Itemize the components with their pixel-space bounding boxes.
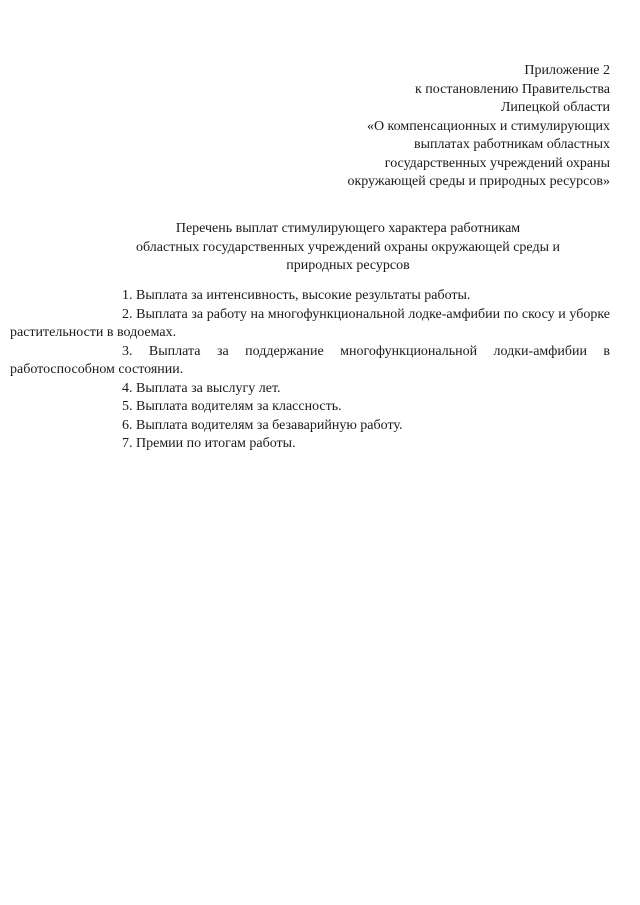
list-item: 4. Выплата за выслугу лет. bbox=[122, 380, 281, 396]
title-line: областных государственных учреждений охраны окружающей среды и bbox=[136, 239, 560, 255]
document-title bbox=[96, 220, 600, 276]
appendix-number: Приложение 2 bbox=[524, 63, 610, 78]
list-item: 2. Выплата за работу на многофункциональной лодке-амфибии по скосу и уборке растительности в водоемах. bbox=[10, 306, 610, 340]
title-line: природных ресурсов bbox=[286, 258, 410, 273]
appendix-line: «О компенсационных и стимулирующих bbox=[366, 118, 610, 134]
appendix-line: выплатах работникам областных bbox=[414, 137, 610, 152]
appendix-line: окружающей среды и природных ресурсов» bbox=[347, 174, 610, 189]
appendix-line: государственных учреждений охраны bbox=[384, 155, 610, 171]
list-item: 6. Выплата водителям за безаварийную работу. bbox=[122, 417, 403, 433]
appendix-line: Липецкой области bbox=[500, 100, 610, 115]
appendix-header bbox=[250, 62, 610, 192]
appendix-line: к постановлению Правительства bbox=[414, 81, 610, 97]
list-item: 7. Премии по итогам работы. bbox=[122, 436, 296, 451]
list-item: 1. Выплата за интенсивность, высокие результаты работы. bbox=[122, 288, 471, 303]
list-item: 3. Выплата за поддержание многофункциональной лодки-амфибии в работоспособном состоянии. bbox=[10, 343, 610, 377]
title-line: Перечень выплат стимулирующего характера работникам bbox=[175, 221, 521, 236]
payments-list bbox=[10, 287, 610, 454]
list-item: 5. Выплата водителям за классность. bbox=[122, 399, 342, 414]
